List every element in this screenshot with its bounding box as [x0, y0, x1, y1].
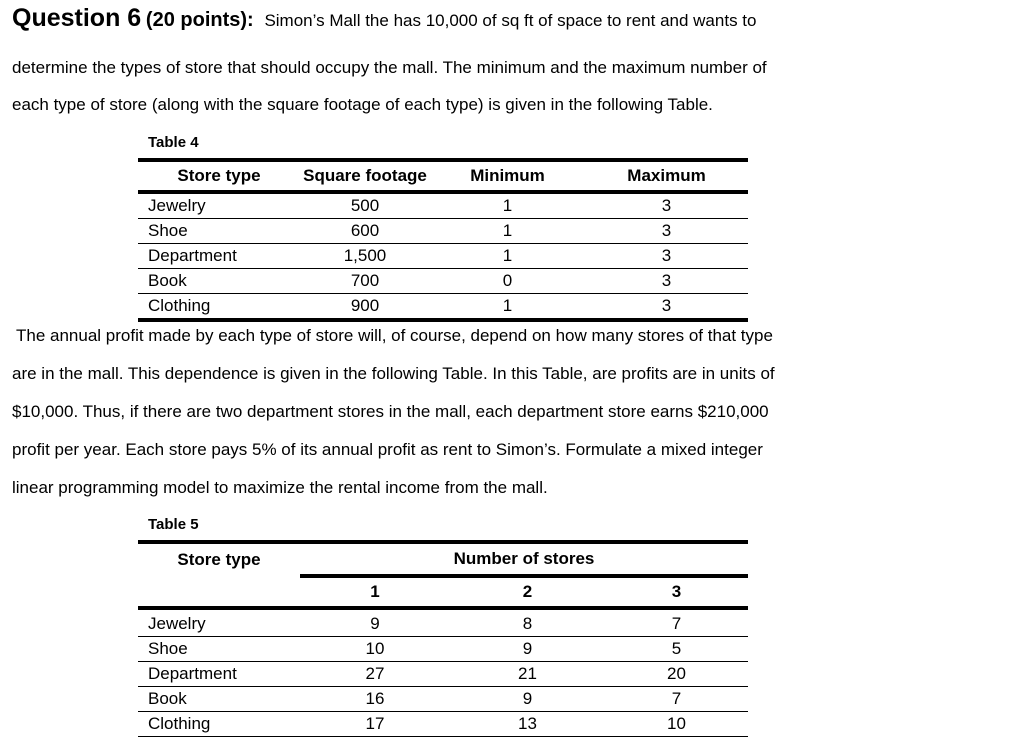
table-row — [138, 219, 748, 244]
square-footage-cell: 600 — [300, 219, 430, 244]
store-type-cell: Department — [138, 662, 300, 687]
table5 — [138, 540, 748, 737]
profit-2-stores-cell: 9 — [450, 637, 605, 662]
minimum-cell: 1 — [430, 192, 585, 219]
table5-header-stores-2: 2 — [450, 576, 605, 608]
profit-3-stores-cell: 20 — [605, 662, 748, 687]
table4-header-minimum: Minimum — [430, 160, 585, 192]
square-footage-cell: 900 — [300, 294, 430, 321]
question-heading — [12, 4, 756, 33]
question-text-line-2: determine the types of store that should occupy the mall. The minimum and the maximum number of — [12, 58, 767, 77]
table4 — [138, 158, 748, 322]
question-text-line-3: each type of store (along with the square footage of each type) is given in the following Table. — [12, 95, 713, 114]
profit-3-stores-cell: 7 — [605, 608, 748, 637]
minimum-cell: 1 — [430, 244, 585, 269]
table-row — [138, 608, 748, 637]
profit-1-store-cell: 17 — [300, 712, 450, 737]
store-type-cell: Shoe — [138, 219, 300, 244]
table-row — [138, 712, 748, 737]
profit-1-store-cell: 10 — [300, 637, 450, 662]
profit-1-store-cell: 9 — [300, 608, 450, 637]
table5-header-number-of-stores: Number of stores — [453, 549, 595, 568]
maximum-cell: 3 — [585, 219, 748, 244]
question-number: Question 6 — [12, 4, 142, 32]
table-row — [138, 269, 748, 294]
table5-header-stores-3: 3 — [605, 576, 748, 608]
paragraph2-line-4: profit per year. Each store pays 5% of its annual profit as rent to Simon’s. Formulate a mixed integer — [12, 440, 763, 459]
store-type-cell: Clothing — [138, 294, 300, 321]
minimum-cell: 1 — [430, 219, 585, 244]
profit-3-stores-cell: 7 — [605, 687, 748, 712]
table4-header-maximum: Maximum — [585, 160, 748, 192]
store-type-cell: Book — [138, 687, 300, 712]
profit-3-stores-cell: 5 — [605, 637, 748, 662]
profit-3-stores-cell: 10 — [605, 712, 748, 737]
question-text-line-1: Simon’s Mall the has 10,000 of sq ft of space to rent and wants to — [264, 11, 757, 30]
table-row — [138, 687, 748, 712]
table5-caption: Table 5 — [148, 516, 199, 533]
paragraph2-line-3: $10,000. Thus, if there are two department stores in the mall, each department store earns $210,000 — [12, 402, 769, 421]
paragraph2-line-1: The annual profit made by each type of store will, of course, depend on how many stores of that type — [16, 326, 773, 345]
paragraph2-line-5: linear programming model to maximize the rental income from the mall. — [12, 478, 548, 497]
store-type-cell: Clothing — [138, 712, 300, 737]
minimum-cell: 0 — [430, 269, 585, 294]
question-points: (20 points): — [145, 9, 254, 31]
square-footage-cell: 500 — [300, 192, 430, 219]
table-row — [138, 662, 748, 687]
table-row — [138, 192, 748, 219]
profit-2-stores-cell: 21 — [450, 662, 605, 687]
store-type-cell: Book — [138, 269, 300, 294]
table5-header-store-type: Store type — [177, 550, 261, 569]
paragraph2-line-2: are in the mall. This dependence is given in the following Table. In this Table, are profits are in units of — [12, 364, 775, 383]
table5-header-spacer — [138, 576, 300, 608]
table4-header-store-type: Store type — [138, 160, 300, 192]
store-type-cell: Jewelry — [138, 608, 300, 637]
square-footage-cell: 1,500 — [300, 244, 430, 269]
minimum-cell: 1 — [430, 294, 585, 321]
profit-1-store-cell: 16 — [300, 687, 450, 712]
profit-2-stores-cell: 8 — [450, 608, 605, 637]
store-type-cell: Department — [138, 244, 300, 269]
profit-2-stores-cell: 9 — [450, 687, 605, 712]
square-footage-cell: 700 — [300, 269, 430, 294]
table4-caption: Table 4 — [148, 134, 199, 151]
store-type-cell: Jewelry — [138, 192, 300, 219]
table-row — [138, 637, 748, 662]
maximum-cell: 3 — [585, 294, 748, 321]
store-type-cell: Shoe — [138, 637, 300, 662]
profit-2-stores-cell: 13 — [450, 712, 605, 737]
maximum-cell: 3 — [585, 244, 748, 269]
maximum-cell: 3 — [585, 269, 748, 294]
profit-1-store-cell: 27 — [300, 662, 450, 687]
table-row — [138, 244, 748, 269]
table4-header-square-footage: Square footage — [300, 160, 430, 192]
maximum-cell: 3 — [585, 192, 748, 219]
table5-header-stores-1: 1 — [300, 576, 450, 608]
table-row — [138, 294, 748, 321]
